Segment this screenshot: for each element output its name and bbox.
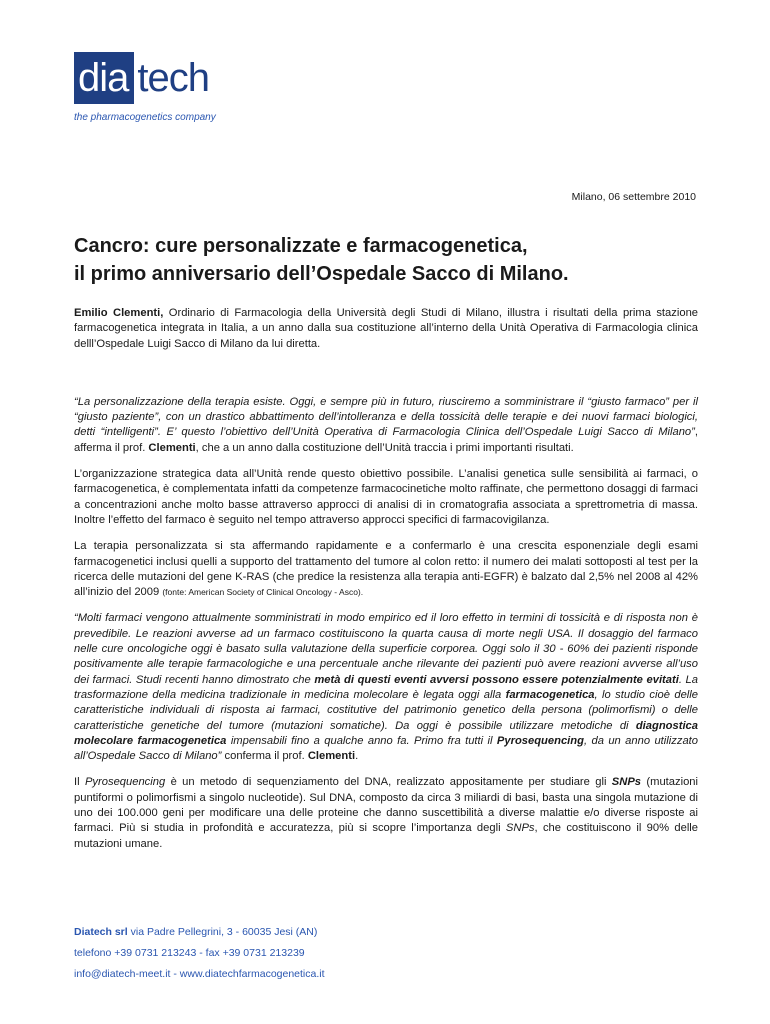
p4-b2: farmacogenetica: [505, 688, 595, 701]
logo-rest-text: tech: [137, 56, 209, 100]
diatech-logo: [74, 52, 209, 104]
p4-text-2: .: [355, 750, 359, 763]
footer-phone: telefono +39 0731 213243 - fax +39 0731 213239: [74, 947, 305, 959]
p3-text: La terapia personalizzata si sta affermando rapidamente e a confermarlo è una crescita esponenziale degli esami farmacogenetici inclusi quelli a supporto del trattamento del tumore al colon retto: il numero dei malati sottoposti al test per la ricerca delle mutazioni del gene K-RAS (che predice la resistenza alla terapia anti-EGFR) è balzato dal 2,5% nel 2008 al 42% all’inizio del 2009: [74, 540, 698, 599]
p5-t2: (mutazioni puntiformi o polimorfismi a singolo nucleotide). Sul DNA, composto da circa 3 miliardi di basi, basta una singola mutazione di uno dei 100.000 geni per modificare una delle proteine che danno suscettibilità a diverse malattie e/o diverse risposte ai farmaci. Più si studia in profondità e accuratezza, più si scopre l’importanza degli: [74, 776, 698, 835]
p1-text-2: , che a un anno dalla costituzione dell’Unità traccia i primi importanti risultati.: [195, 441, 574, 454]
p4-q4: impensabili fino a qualche anno fa. Primo fra tutti il: [226, 734, 497, 747]
p4-q5: , da un anno utilizzato all’Ospedale Sacco di Milano”: [74, 734, 698, 763]
p4-q2: . La trasformazione della medicina tradizionale in medicina molecolare è legata oggi alla: [74, 673, 698, 701]
p5-b1: SNPs: [611, 776, 642, 789]
logo-box-text: dia: [74, 52, 134, 104]
p4-q1: “Molti farmaci vengono attualmente somministrati in modo empirico ed il loro effetto in termini di tossicità e di risposta non è prevedibile. Le reazioni avverse ad un farmaco costituiscono la quarta causa di morte negli USA. Il dosaggio del farmaco nelle cure oncologiche oggi è basato sulla valutazione della superficie corporea. Oggi solo il 30 - 60% dei pazienti risponde positivamente alle terapie farmacologiche e una percentuale anche rilevante dei pazienti può avere reazioni avverse all’uso dei farmaci. Studi recenti hanno dimostrato che: [74, 612, 698, 686]
p4-q3: , lo studio cioè delle caratteristiche individuali di risposta ai farmaci, costitutive del patrimonio genetico della persona (polimorfismi) o delle caratteristiche genetiche del tumore (mutazioni somatiche). Da oggi è possibile utilizzare metodiche di: [74, 688, 699, 732]
p4-b3: diagnostica molecolare farmacogenetica: [74, 719, 698, 747]
p5-t3: , che costituiscono il 90% delle mutazioni umane.: [74, 822, 699, 850]
paragraph-3: [74, 539, 698, 600]
title-line-2: il primo anniversario dell’Ospedale Sacco di Milano.: [74, 263, 569, 285]
p3-source: (fonte: American Society of Clinical Oncology - Asco).: [162, 587, 364, 598]
p4-name: Clementi: [307, 750, 356, 763]
paragraph-1: [74, 395, 698, 456]
p1-text-1: , afferma il prof.: [74, 426, 698, 454]
intro-name: Emilio Clementi,: [74, 307, 164, 319]
p4-b1: metà di questi eventi avversi possono essere potenzialmente evitati: [314, 673, 679, 686]
p4-text-1: conferma il prof.: [221, 750, 308, 763]
p5-t1: è un metodo di sequenziamento del DNA, realizzato appositamente per studiare gli: [165, 776, 612, 789]
title-line-1: Cancro: cure personalizzate e farmacogenetica,: [74, 235, 528, 257]
intro-text: Ordinario di Farmacologia della Università degli Studi di Milano, illustra i risultati della prima stazione farmacogenetica integrata in Italia, a un anno dalla sua costituzione all’interno della Unità Operativa di Farmacologia clinica delll’Ospedale Luigi Sacco di Milano da lui diretta.: [74, 307, 699, 350]
paragraph-2: L’organizzazione strategica data all’Unità rende questo obiettivo possibile. L’analisi genetica sulle sensibilità ai farmaci, o farmacogenetica, è complementata infatti da competenze farmacocinetiche molto raffinate, che permettono dosaggi di farmaci a concentrazioni anche molto basse attraverso approcci di analisi di in cromatografia associata a sprettrometria di massa. Inoltre l’effetto del farmaco è seguito nel tempo attraverso approcci specifici di farmacovigilanza.: [74, 468, 698, 526]
footer-web[interactable]: info@diatech-meet.it - www.diatechfarmacogenetica.it: [74, 968, 325, 980]
p5-i2: SNPs: [505, 822, 535, 835]
footer-contacts: [74, 922, 325, 985]
company-tagline: the pharmacogenetics company: [74, 112, 216, 123]
document-date: Milano, 06 settembre 2010: [571, 191, 696, 203]
p5-t0: Il: [74, 776, 85, 789]
p1-name: Clementi: [148, 441, 196, 454]
p5-i1: Pyrosequencing: [84, 776, 166, 789]
page-title: [74, 232, 714, 288]
footer-company: Diatech srl: [74, 926, 128, 938]
footer-address-line: [74, 922, 325, 943]
article-body: [74, 306, 698, 852]
p4-b4: Pyrosequencing: [496, 734, 584, 747]
intro-paragraph: [74, 306, 698, 352]
paragraph-5: [74, 775, 698, 851]
p1-quote: “La personalizzazione della terapia esiste. Oggi, e sempre più in futuro, riusciremo a somministrare il “giusto farmaco” per il “giusto paziente”, con un drastico abbattimento dell’intolleranza e della tossicità delle terapie e dei nuovi farmaci biologici, detti “intelligenti”. E’ questo l’obiettivo dell’Unità Operativa di Farmacologia Clinica dell’Ospedale Luigi Sacco di Milano”: [74, 395, 698, 439]
footer-address: via Padre Pellegrini, 3 - 60035 Jesi (AN): [127, 926, 318, 938]
paragraph-4: [74, 611, 698, 764]
